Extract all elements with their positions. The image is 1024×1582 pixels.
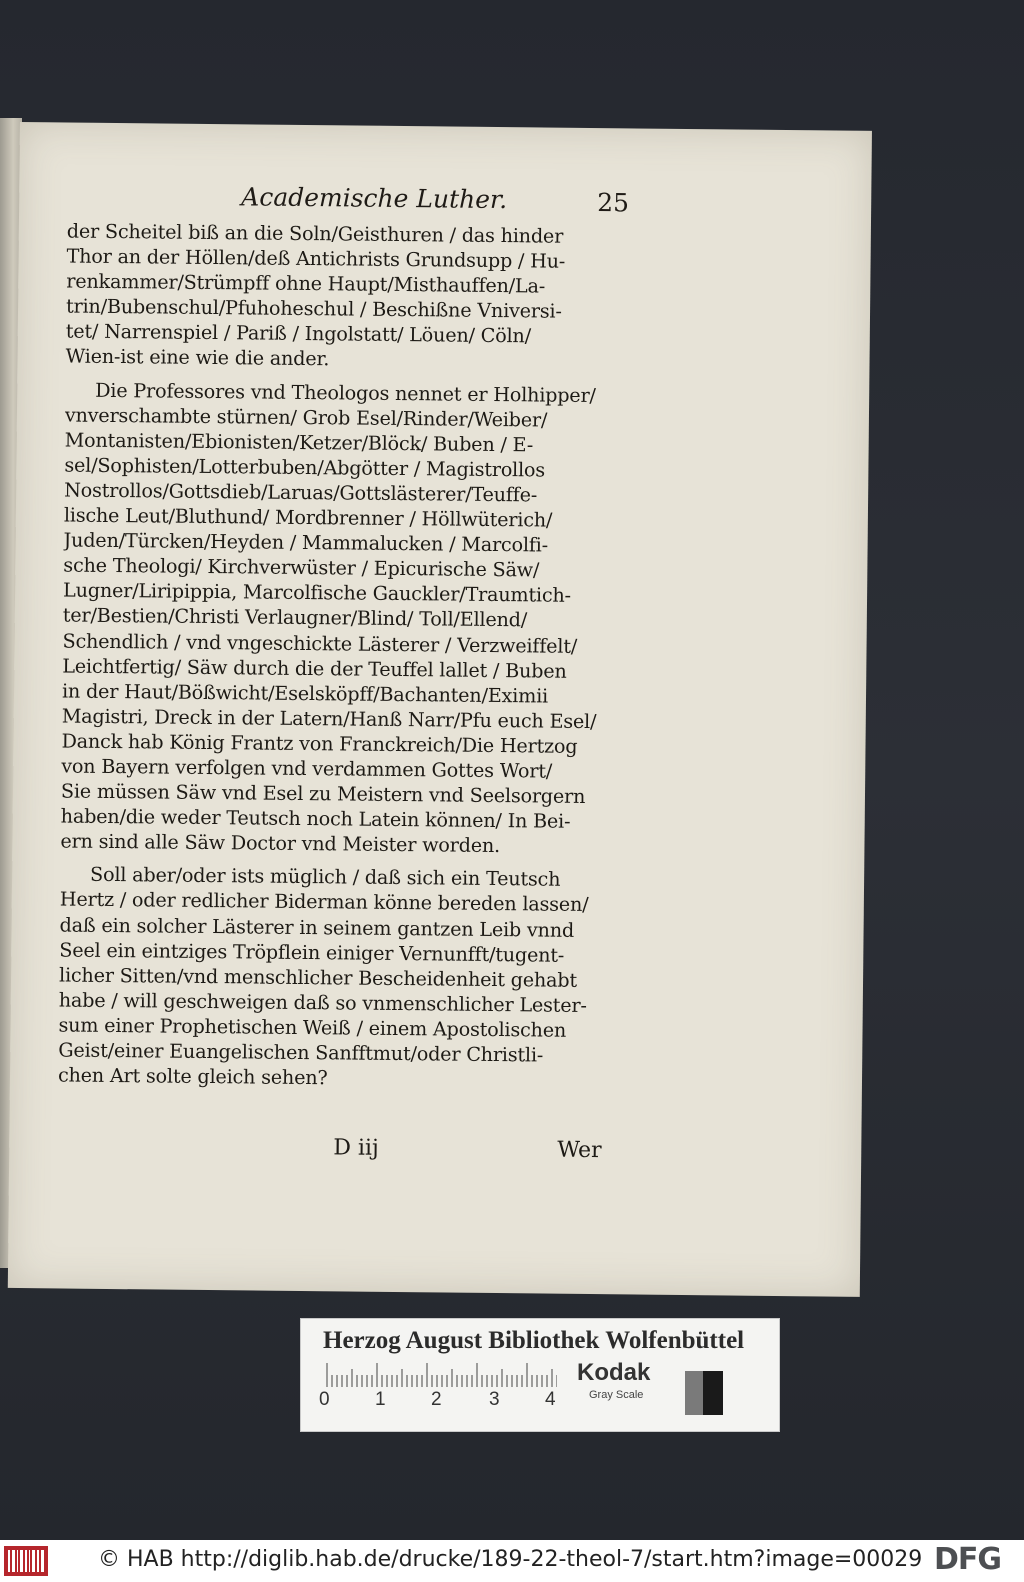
viewer-footer-bar: [0, 1540, 1024, 1582]
text-line: sum einer Prophetischen Weiß / einem Apostolischen: [58, 1013, 567, 1042]
black-patch: [703, 1371, 723, 1415]
text-line: vnverschambte stürnen/ Grob Esel/Rinder/Weiber/: [64, 403, 548, 432]
ruler-numbers: [319, 1389, 569, 1415]
text-line: ter/Bestien/Christi Verlaugner/Blind/ Toll/Ellend/: [62, 603, 528, 632]
page-text: [58, 218, 627, 1093]
signature-mark: D iij: [333, 1135, 379, 1161]
text-line: Leichtfertig/ Säw durch die der Teuffel lallet / Buben: [62, 654, 567, 683]
ruler-number: 0: [319, 1389, 330, 1410]
ruler-number: 1: [375, 1389, 386, 1410]
page-number: 25: [597, 188, 630, 218]
text-line: Montanisten/Ebionisten/Ketzer/Blöck/ Buben / E-: [64, 428, 534, 457]
text-line: Lugner/Liripippia, Marcolfische Gauckler/Traumtich-: [62, 578, 572, 608]
text-line: habe / will geschweigen daß so vnmenschlicher Lester-: [58, 988, 587, 1017]
color-target-card: [300, 1318, 780, 1432]
text-line: Magistri, Dreck in der Latern/Hanß Narr/Pfu euch Esel/: [61, 704, 597, 733]
dfg-logo: DFG: [934, 1542, 1002, 1577]
text-line: Soll aber/oder ists müglich / daß sich ein Teutsch: [90, 863, 561, 892]
page-footer: [57, 1132, 617, 1168]
card-title: Herzog August Bibliothek Wolfenbüttel: [323, 1327, 745, 1354]
text-line: licher Sitten/vnd menschlicher Bescheidenheit gehabt: [58, 963, 578, 992]
text-line: haben/die weder Teutsch noch Latein können/ In Bei-: [60, 804, 571, 833]
book-page: [8, 122, 872, 1297]
text-line: Sie müssen Säw vnd Esel zu Meistern vnd Seelsorgern: [60, 779, 586, 809]
text-line: der Scheitel biß an die Soln/Geisthuren / das hinder: [66, 219, 564, 248]
text-line: Juden/Türcken/Heyden / Mammalucken / Marcolfi-: [63, 528, 549, 557]
text-line: Seel ein eintziges Tröpflein einiger Vernunfft/tugent-: [59, 938, 565, 967]
gray-patch: [685, 1371, 703, 1415]
text-line: von Bayern verfolgen vnd verdammen Gottes Wort/: [61, 754, 553, 783]
text-line: in der Haut/Bößwicht/Eselsköpff/Bachanten/Eximii: [61, 679, 549, 708]
text-line: lische Leut/Bluthund/ Mordbrenner / Höllwüterich/: [63, 503, 553, 532]
text-line: trin/Bubenschul/Pfuhoheschul / Beschißne Vniversi-: [65, 294, 562, 323]
ruler-number: 3: [489, 1389, 500, 1410]
text-line: daß ein solcher Lästerer in seinem gantzen Leib vnnd: [59, 912, 575, 942]
text-line: sche Theologi/ Kirchverwüster / Epicurische Säw/: [63, 553, 540, 582]
text-line: tet/ Narrenspiel / Pariß / Ingolstatt/ Löuen/ Cöln/: [65, 319, 532, 348]
text-line: renkammer/Strümpff ohne Haupt/Misthauffen/La-: [66, 269, 546, 298]
ruler-number: 4: [545, 1389, 556, 1410]
catchword: Wer: [557, 1137, 602, 1164]
text-line: Die Professores vnd Theologos nennet er Holhipper/: [95, 378, 596, 407]
kodak-logo: Kodak: [577, 1359, 651, 1386]
text-line: chen Art solte gleich sehen?: [57, 1063, 328, 1090]
text-line: Schendlich / vnd vngeschickte Lästerer / Verzweiffelt/: [62, 628, 578, 658]
text-line: Hertz / oder redlicher Biderman könne bereden lassen/: [59, 887, 589, 917]
running-head: Academische Luther.: [241, 182, 508, 215]
text-line: Thor an der Höllen/deß Antichrists Grundsupp / Hu-: [66, 244, 566, 273]
text-line: sel/Sophisten/Lotterbuben/Abgötter / Magistrollos: [64, 453, 546, 482]
text-line: Geist/einer Euangelischen Sanfftmut/oder Christli-: [58, 1038, 544, 1067]
gray-scale-label: Gray Scale: [589, 1389, 644, 1401]
barcode-icon: [4, 1546, 48, 1576]
text-line: Danck hab König Frantz von Franckreich/Die Hertzog: [61, 729, 578, 758]
text-line: Wien-ist eine wie die ander.: [65, 344, 330, 371]
ruler-number: 2: [431, 1389, 442, 1410]
copyright-link[interactable]: © HAB http://diglib.hab.de/drucke/189-22-theol-7/start.htm?image=00029: [98, 1547, 923, 1572]
text-line: Nostrollos/Gottsdieb/Laruas/Gottslästerer/Teuffe-: [64, 478, 538, 507]
text-line: ern sind alle Säw Doctor vnd Meister worden.: [60, 829, 501, 858]
ruler-scale-icon: [325, 1361, 557, 1387]
